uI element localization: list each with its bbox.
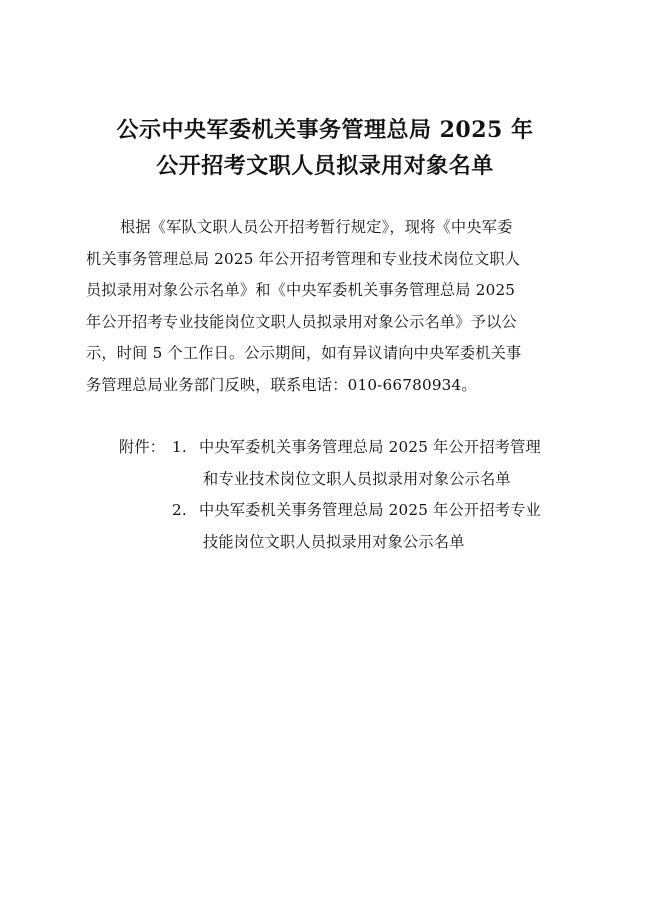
attachment-title-line: 和专业技术岗位文职人员拟录用对象公示名单: [203, 469, 511, 488]
attachment-item: [119, 432, 589, 464]
attachment-title-line: 中央军委机关事务管理总局 2025 年公开招考管理: [199, 438, 541, 456]
attachment-title-line: 中央军委机关事务管理总局 2025 年公开招考专业: [199, 501, 541, 520]
paragraph-line: 示，时间 5 个工作日。公示期间，如有异议请向中央军委机关事: [86, 344, 522, 363]
attachment-item: [119, 495, 589, 527]
document-title-line-2: 公开招考文职人员拟录用对象名单: [156, 153, 494, 179]
attachments-label: 附件：: [119, 438, 166, 456]
document-title-line-1: 公示中央军委机关事务管理总局 2025 年: [116, 117, 534, 143]
announcement-paragraph: [86, 212, 586, 402]
paragraph-line: 务管理总局业务部门反映，联系电话：010-66780934。: [86, 375, 477, 394]
paragraph-line: 员拟录用对象公示名单》和《中央军委机关事务管理总局 2025: [86, 281, 516, 300]
attachment-item-continued: [119, 464, 589, 496]
attachment-title-line: 技能岗位文职人员拟录用对象公示名单: [203, 532, 465, 551]
attachment-number: 1.: [172, 438, 187, 456]
attachment-number: 2.: [172, 501, 187, 520]
paragraph-line: 根据《军队文职人员公开招考暂行规定》，现将《中央军委: [120, 218, 513, 236]
paragraph-line: 机关事务管理总局 2025 年公开招考管理和专业技术岗位文职人: [86, 249, 521, 268]
attachments-list: [119, 432, 589, 558]
attachment-item-continued: [119, 527, 589, 559]
paragraph-line: 年公开招考专业技能岗位文职人员拟录用对象公示名单》予以公: [86, 312, 517, 331]
